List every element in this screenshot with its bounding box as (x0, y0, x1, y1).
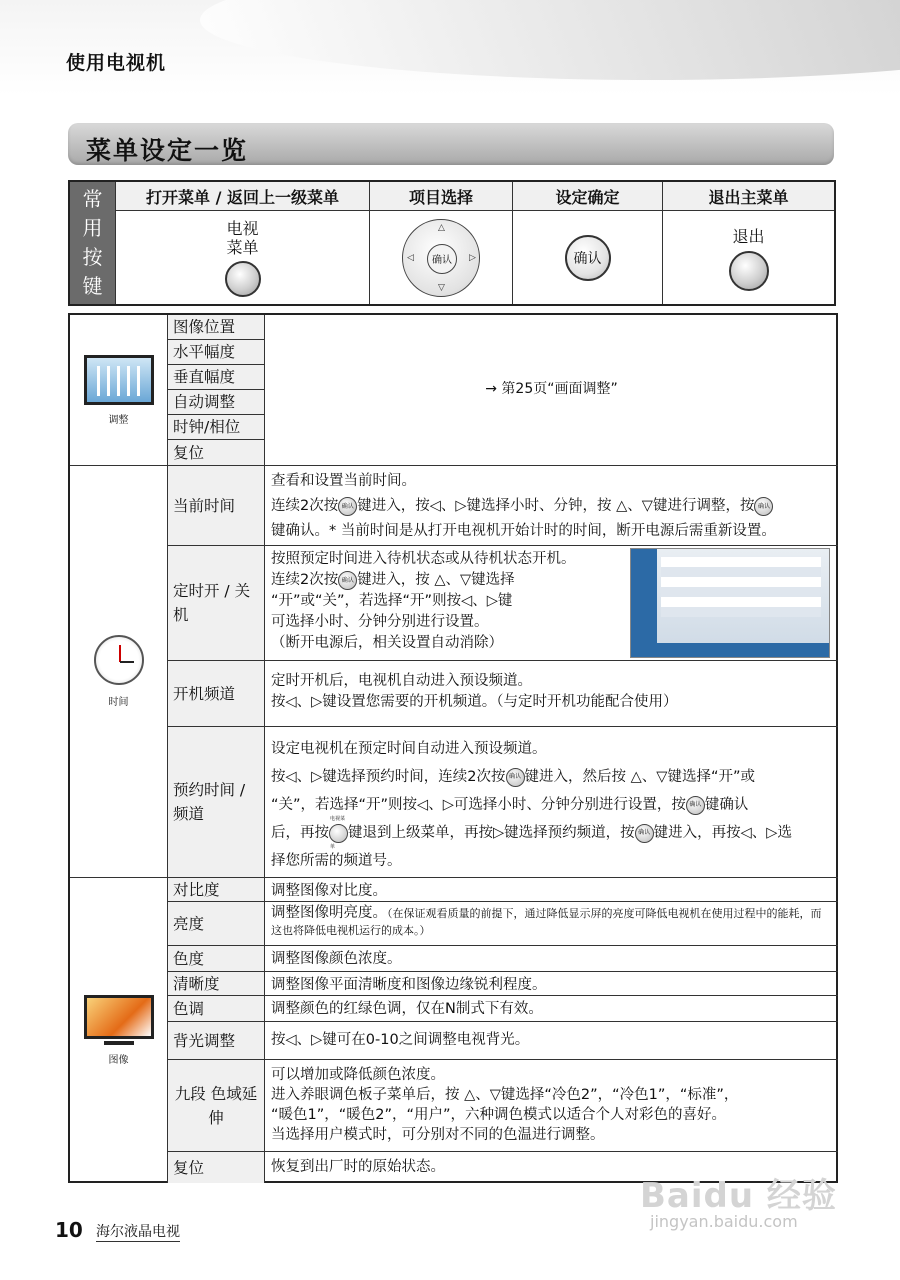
confirm-icon: 确认 (754, 497, 773, 516)
key-col-select: 项目选择 △ ▽ ◁ ▷ 确认 (369, 182, 512, 304)
page-header: 使用电视机 (66, 52, 167, 74)
tv-icon (84, 995, 154, 1039)
page-number: 10 (55, 1218, 83, 1242)
row-backlight: 背光调整 按◁、▷键可在0-10之间调整电视背光。 (168, 1022, 838, 1060)
common-keys-table (68, 180, 836, 306)
timer-menu-screenshot (630, 548, 830, 658)
footer-brand: 海尔液晶电视 (96, 1221, 180, 1242)
row-brightness: 亮度 调整图像明亮度。（在保证观看质量的前提下，通过降低显示屏的亮度可降低电视机在使用过程中的能耗，而这也将降低电视机运行的成本。） (168, 902, 838, 946)
adjust-item: 复位 (168, 440, 264, 465)
row-sharpness: 清晰度 调整图像平面清晰度和图像边缘锐利程度。 (168, 972, 838, 996)
watermark-logo: Baidu 经验 (640, 1176, 837, 1216)
row-contrast: 对比度 调整图像对比度。 (168, 878, 838, 902)
confirm-icon: 确认 (635, 824, 654, 843)
menu-button-icon: 电视菜单 (329, 824, 348, 843)
group-adjust: 调整 (70, 315, 168, 466)
key-col-exit: 退出主菜单 退出 (662, 182, 834, 304)
confirm-icon: 确认 (338, 571, 357, 590)
row-current-time: 当前时间 查看和设置当前时间。 连续2次按 确认 键进入，按◁、▷键选择小时、分钟，按 △、▽键进行调整，按 确认 键确认。* 当前时间是从打开电视机开始计时的时间，断开电源后需重新设置。 (168, 466, 838, 546)
adjust-monitor-icon (84, 355, 154, 405)
confirm-icon: 确认 (338, 497, 357, 516)
row-reset: 复位 恢复到出厂时的原始状态。 (168, 1152, 838, 1183)
adjust-item: 垂直幅度 (168, 365, 264, 390)
group-image: 图像 (70, 878, 168, 1183)
row-saturation: 色度 调整图像颜色浓度。 (168, 946, 838, 972)
adjust-item: 自动调整 (168, 390, 264, 415)
row-timer-onoff: 定时开 / 关机 按照预定时间进入待机状态或从待机状态开机。 连续2次按 确认 键进入，按 △、▽键选择 “开”或“关”，若选择“开”则按◁、▷键 可选择小时、分钟分别进行设置。 （断开电源后，相关设置自动消除） (168, 546, 838, 661)
row-color-gamut: 九段 色域延伸 可以增加或降低颜色浓度。 进入养眼调色板子菜单后，按 △、▽键选择“冷色2”，“冷色1”，“标准”， “暖色1”，“暖色2”，“用户”，六种调色模式以适合个人对彩色的喜好。 当选择用户模式时，可分别对不同的色温进行调整。 (168, 1060, 838, 1152)
confirm-icon: 确认 (506, 768, 525, 787)
confirm-icon: 确认 (686, 796, 705, 815)
section-title: 菜单设定一览 (86, 136, 249, 165)
adjust-item: 图像位置 (168, 315, 264, 340)
row-poweron-channel: 开机频道 定时开机后，电视机自动进入预设频道。 按◁、▷键设置您需要的开机频道。（与定时开机功能配合使用） (168, 661, 838, 727)
menu-settings-table (68, 313, 838, 1183)
watermark-url: jingyan.baidu.com (650, 1212, 798, 1231)
exit-button-icon (729, 251, 769, 291)
adjust-item: 水平幅度 (168, 340, 264, 365)
key-col-menu: 打开菜单 / 返回上一级菜单 电视 菜单 (115, 182, 369, 304)
clock-icon (94, 635, 144, 685)
adjust-page-ref: → 第25页“画面调整” (485, 381, 618, 397)
adjust-item: 时钟/相位 (168, 415, 264, 440)
adjust-block (168, 315, 838, 466)
row-tint: 色调 调整颜色的红绿色调，仅在N制式下有效。 (168, 996, 838, 1022)
menu-button-icon (225, 261, 261, 297)
navigation-pad-icon: △ ▽ ◁ ▷ 确认 (402, 219, 480, 297)
confirm-button-icon: 确认 (565, 235, 611, 281)
key-col-confirm: 设定确定 确认 (512, 182, 662, 304)
keys-side-label: 常 用 按 键 (70, 182, 115, 304)
row-reservation: 预约时间 / 频道 设定电视机在预定时间自动进入预设频道。 按◁、▷键选择预约时间，连续2次按 确认 键进入，然后按 △、▽键选择“开”或 “关”，若选择“开”则按◁、▷可选择小时、分钟分别进行设置，按 确认 键确认 后，再按电视菜单键退到上级菜单，再按▷键选择预约频道，按 确认 键进入，再按◁、▷选 择您所需的频道号。 (168, 727, 838, 878)
group-time: 时间 (70, 466, 168, 878)
